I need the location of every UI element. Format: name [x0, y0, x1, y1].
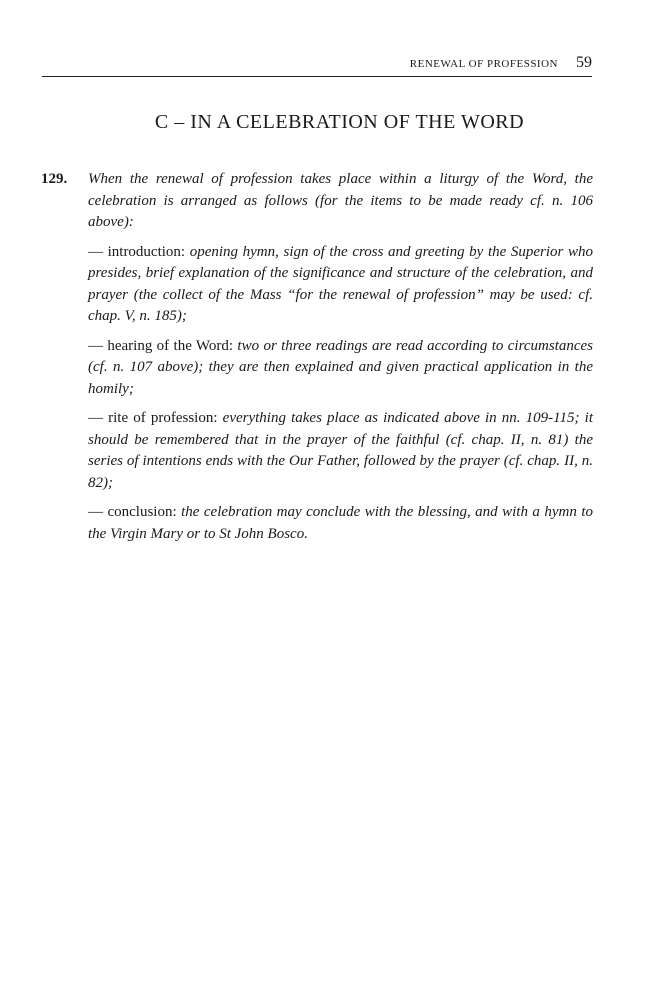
paragraph-body: [88, 169, 593, 545]
item-lead: — rite of profession:: [88, 410, 218, 426]
item-description: opening hymn, sign of the cross and greeting by the Superior who presides, brief explanation of the significance and structure of the celebration, and prayer (the collect of the Mass “for the renewal of profession” may be used: cf. chap. V, n. 185);: [88, 243, 593, 324]
item-description: the celebration may conclude with the blessing, and with a hymn to the Virgin Mary or to St John Bosco.: [88, 504, 594, 542]
item-description: two or three readings are read according to circumstances (cf. n. 107 above); they are then explained and given practical application in the homily;: [88, 337, 594, 397]
section-title: C – IN A CELEBRATION OF THE WORD: [154, 111, 525, 133]
item-lead: — introduction:: [88, 243, 186, 260]
page-number: 59: [576, 54, 592, 71]
paragraph-number: 129.: [41, 171, 68, 187]
item-lead: — hearing of the Word:: [88, 337, 234, 354]
list-item-rite-of-profession: [88, 408, 593, 494]
paragraph-intro: When the renewal of profession takes place within a liturgy of the Word, the celebration is arranged as follows (for the items to be made ready cf. n. 106 above):: [88, 171, 593, 230]
running-head: RENEWAL OF PROFESSION: [409, 58, 558, 70]
list-item-introduction: [88, 242, 593, 328]
page-header: [42, 56, 592, 77]
item-lead: — conclusion:: [88, 504, 177, 520]
list-item-hearing-of-the-word: [88, 336, 593, 401]
paragraph-129: [41, 169, 593, 545]
list-item-conclusion: [88, 502, 593, 545]
item-description: everything takes place as indicated above in nn. 109-115; it should be remembered that in the prayer of the faithful (cf. chap. II, n. 81) the series of intentions ends with the Our Father, followed by the prayer (cf. chap. II, n. 82);: [88, 410, 594, 491]
